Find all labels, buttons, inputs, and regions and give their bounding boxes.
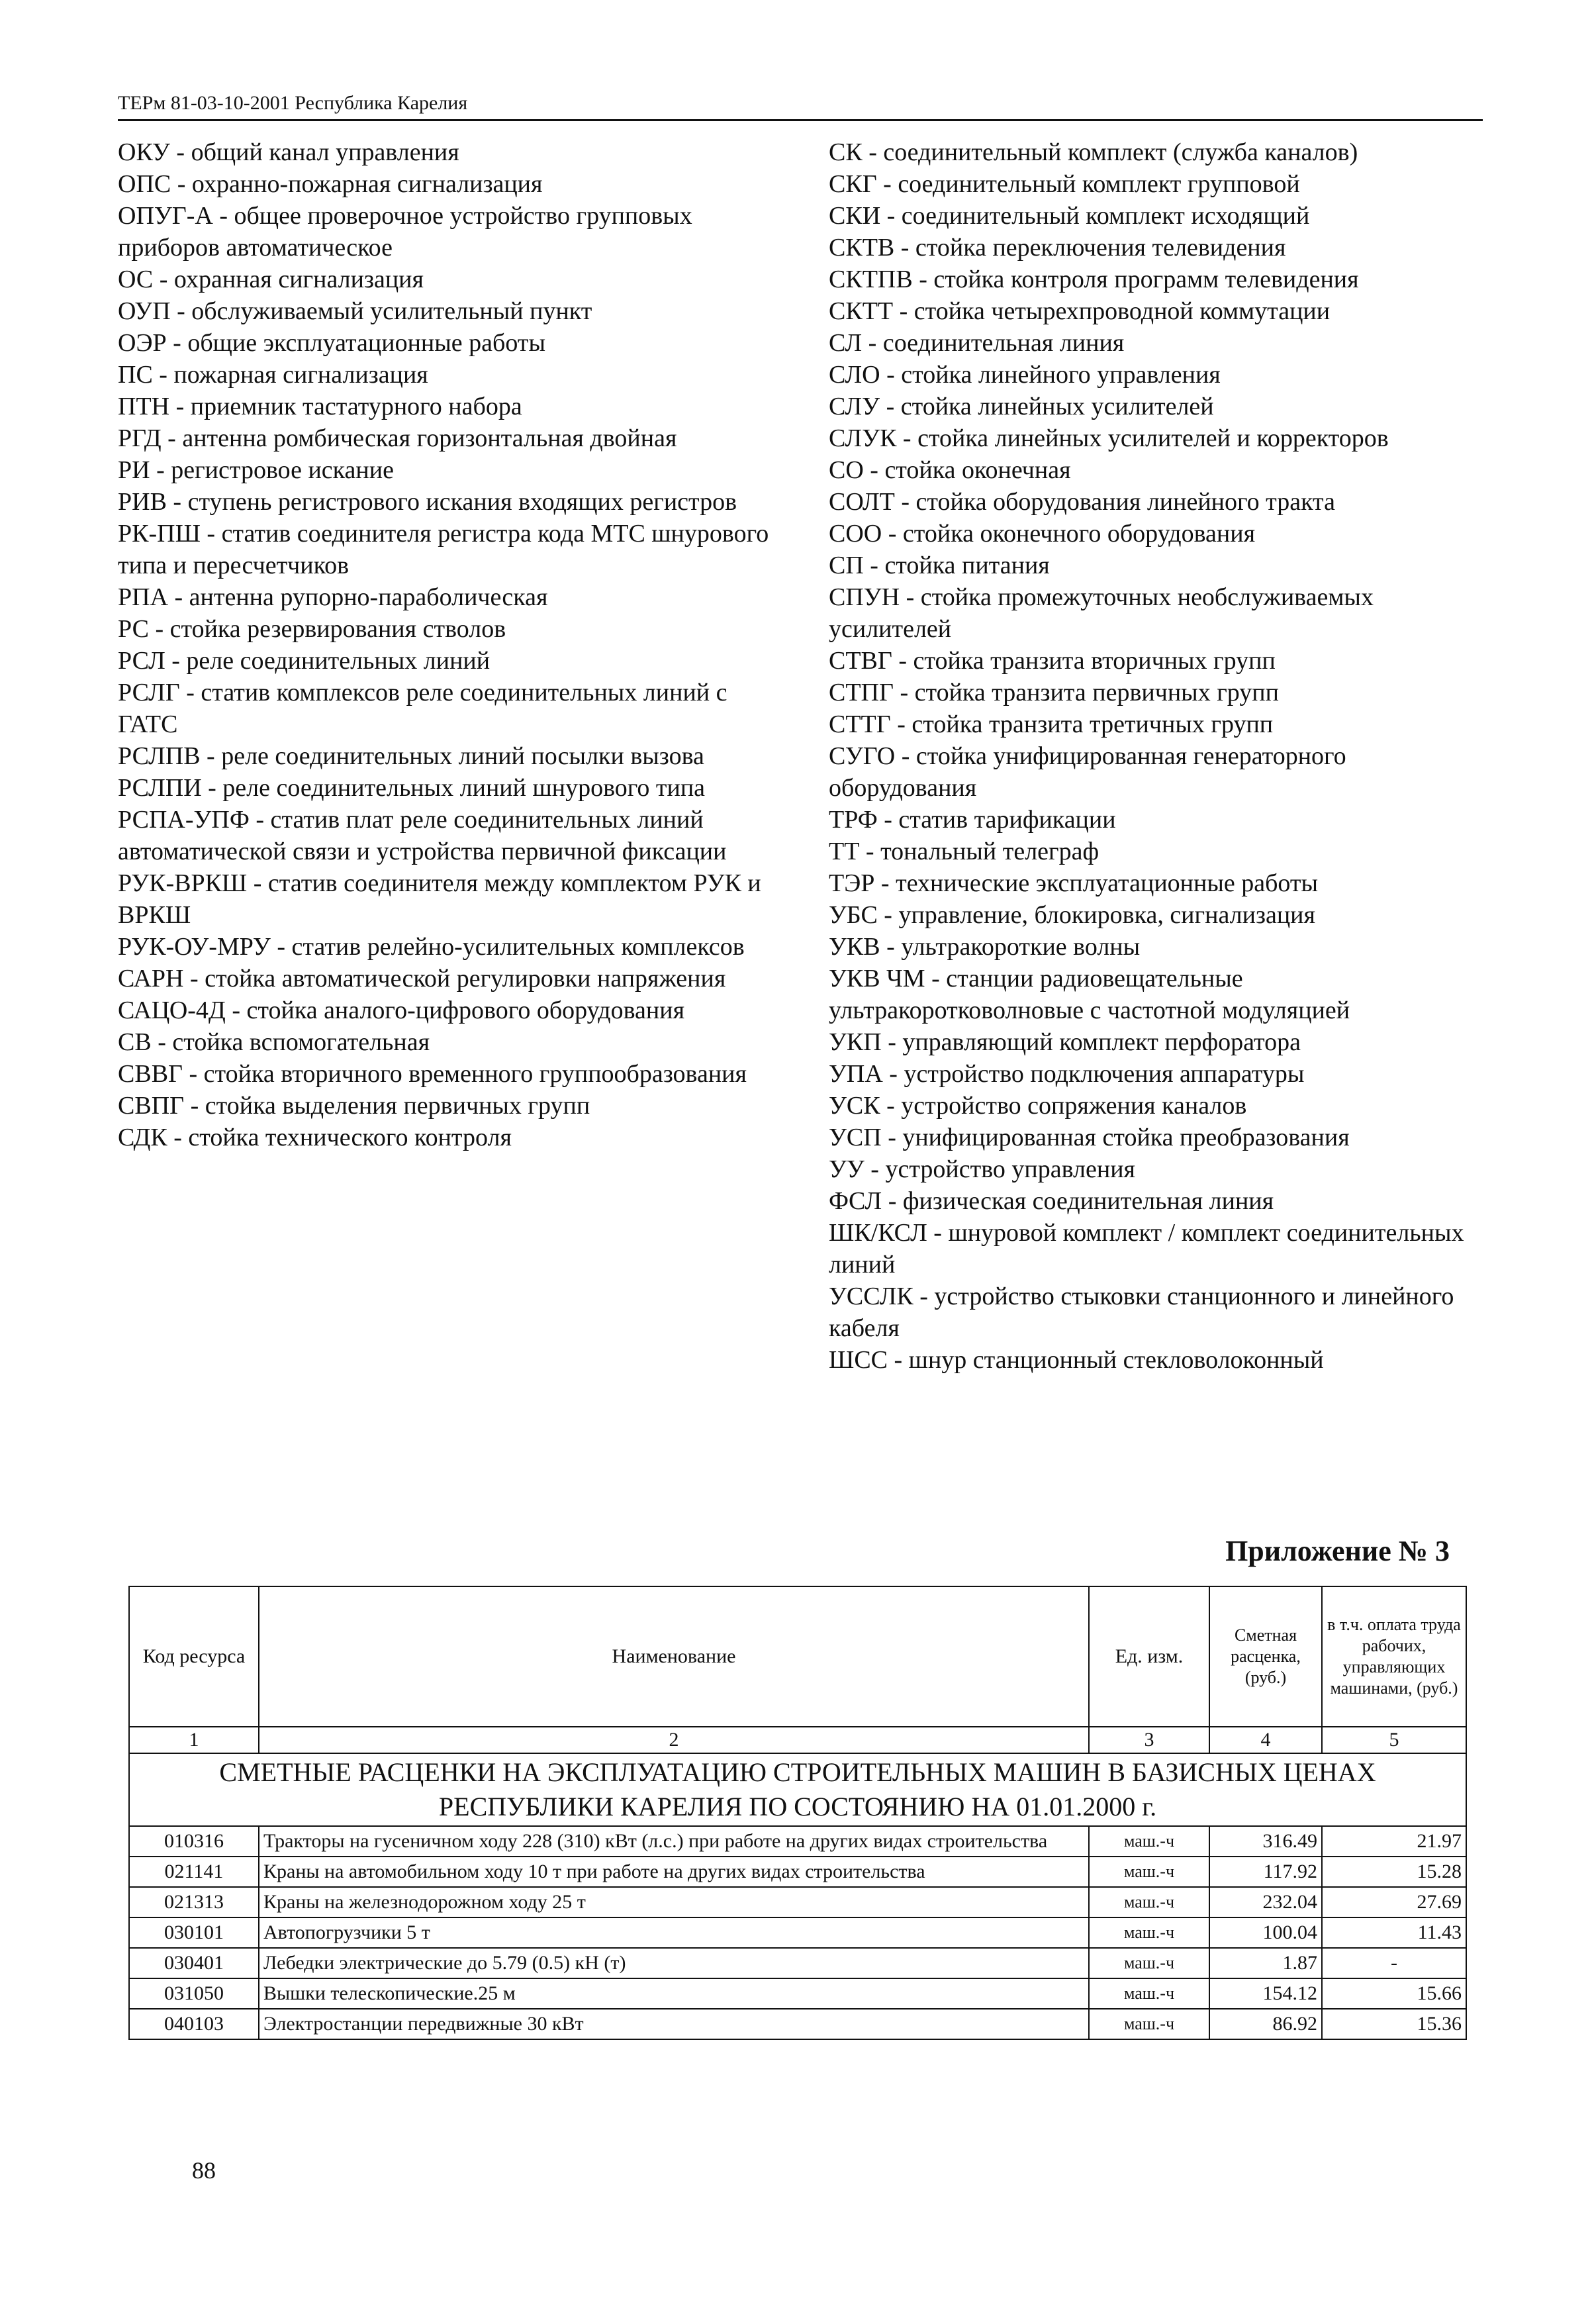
resource-rate: 232.04: [1209, 1887, 1322, 1917]
abbreviation-entry: САЦО-4Д - стойка аналого-цифрового оборудования: [118, 996, 685, 1024]
resource-code: 010316: [129, 1826, 259, 1857]
abbreviation-entry: СКТТ - стойка четырехпроводной коммутации: [829, 297, 1331, 325]
abbreviation-entry: СО - стойка оконечная: [829, 456, 1071, 484]
resource-labor: 15.28: [1322, 1857, 1466, 1887]
abbreviation-entry: СОЛТ - стойка оборудования линейного тракта: [829, 488, 1335, 516]
abbreviation-entry: РИВ - ступень регистрового искания входящих регистров: [118, 488, 737, 516]
abbreviation-entry: УССЛК - устройство стыковки станционного и линейного кабеля: [829, 1283, 1454, 1342]
table-row: [129, 1917, 1466, 1948]
resource-unit: маш.-ч: [1089, 1857, 1209, 1887]
abbreviation-entry: СКТВ - стойка переключения телевидения: [829, 234, 1286, 262]
resource-name: Краны на железнодорожном ходу 25 т: [259, 1887, 1089, 1917]
abbreviation-entry: САРН - стойка автоматической регулировки напряжения: [118, 965, 726, 993]
abbreviation-entry: ФСЛ - физическая соединительная линия: [829, 1187, 1274, 1215]
abbreviation-entry: ТРФ - статив тарификации: [829, 806, 1116, 834]
abbreviation-entry: СКИ - соединительный комплект исходящий: [829, 202, 1310, 230]
resource-code: 030101: [129, 1917, 259, 1948]
column-number: 3: [1089, 1727, 1209, 1753]
resource-name: Краны на автомобильном ходу 10 т при работе на других видах строительства: [259, 1857, 1089, 1887]
resource-name: Автопогрузчики 5 т: [259, 1917, 1089, 1948]
table-row: [129, 2009, 1466, 2039]
resource-name: Вышки телескопические.25 м: [259, 1978, 1089, 2009]
abbreviation-entry: РПА - антенна рупорно-параболическая: [118, 583, 548, 611]
resource-labor: 15.36: [1322, 2009, 1466, 2039]
resource-rate: 117.92: [1209, 1857, 1322, 1887]
resource-code: 030401: [129, 1948, 259, 1978]
abbreviation-entry: СТТГ - стойка транзита третичных групп: [829, 710, 1274, 738]
abbreviation-entry: СЛУК - стойка линейных усилителей и корректоров: [829, 424, 1389, 452]
column-header-rate: Сметная расценка, (руб.): [1209, 1586, 1322, 1727]
resource-code: 031050: [129, 1978, 259, 2009]
abbreviation-entry: СВВГ - стойка вторичного временного группообразования: [118, 1060, 747, 1088]
table-row: [129, 1826, 1466, 1857]
resource-name: Электростанции передвижные 30 кВт: [259, 2009, 1089, 2039]
appendix-label: Приложение № 3: [1225, 1535, 1450, 1567]
column-header-code: Код ресурса: [129, 1586, 259, 1727]
abbreviation-entry: РИ - регистровое искание: [118, 456, 394, 484]
abbreviation-entry: ОУП - обслуживаемый усилительный пункт: [118, 297, 592, 325]
resource-code: 021313: [129, 1887, 259, 1917]
abbreviation-entry: ОЭР - общие эксплуатационные работы: [118, 329, 545, 357]
abbreviation-entry: СЛ - соединительная линия: [829, 329, 1125, 357]
abbreviation-entry: ОПС - охранно-пожарная сигнализация: [118, 170, 543, 198]
abbreviation-entry: СТПГ - стойка транзита первичных групп: [829, 679, 1279, 706]
abbreviation-entry: РУК-ВРКШ - статив соединителя между комплектом РУК и ВРКШ: [118, 869, 761, 929]
abbreviations-left-column: [118, 136, 780, 1153]
abbreviation-entry: СЛО - стойка линейного управления: [829, 361, 1221, 389]
abbreviation-entry: СКГ - соединительный комплект групповой: [829, 170, 1300, 198]
table-row: [129, 1857, 1466, 1887]
table-row: [129, 1978, 1466, 2009]
abbreviation-entry: РСЛ - реле соединительных линий: [118, 647, 491, 675]
abbreviation-entry: СТВГ - стойка транзита вторичных групп: [829, 647, 1276, 675]
abbreviation-entry: ОС - охранная сигнализация: [118, 266, 424, 293]
resource-rate: 316.49: [1209, 1826, 1322, 1857]
abbreviation-entry: СВПГ - стойка выделения первичных групп: [118, 1092, 590, 1120]
abbreviation-entry: РСЛГ - статив комплексов реле соединительных линий с ГАТС: [118, 679, 727, 738]
abbreviation-entry: СЛУ - стойка линейных усилителей: [829, 393, 1214, 420]
running-header: ТЕРм 81-03-10-2001 Республика Карелия: [118, 90, 1483, 121]
abbreviation-entry: УКВ ЧМ - станции радиовещательные ультракоротковолновые с частотной модуляцией: [829, 965, 1350, 1024]
resource-rate: 1.87: [1209, 1948, 1322, 1978]
resource-unit: маш.-ч: [1089, 2009, 1209, 2039]
resource-rate: 154.12: [1209, 1978, 1322, 2009]
column-number: 5: [1322, 1727, 1466, 1753]
page-number: 88: [192, 2157, 216, 2184]
abbreviation-entry: УПА - устройство подключения аппаратуры: [829, 1060, 1305, 1088]
abbreviation-entry: ТЭР - технические эксплуатационные работы: [829, 869, 1319, 897]
resource-rate: 100.04: [1209, 1917, 1322, 1948]
table-row: [129, 1887, 1466, 1917]
resource-rate: 86.92: [1209, 2009, 1322, 2039]
table-header-row: [129, 1586, 1466, 1727]
abbreviation-entry: СП - стойка питания: [829, 552, 1050, 579]
abbreviation-entry: СВ - стойка вспомогательная: [118, 1028, 430, 1056]
table-row: [129, 1948, 1466, 1978]
abbreviation-entry: РСЛПВ - реле соединительных линий посылки вызова: [118, 742, 704, 770]
abbreviation-entry: РСЛПИ - реле соединительных линий шнурового типа: [118, 774, 706, 802]
section-title: СМЕТНЫЕ РАСЦЕНКИ НА ЭКСПЛУАТАЦИЮ СТРОИТЕЛЬНЫХ МАШИН В БАЗИСНЫХ ЦЕНАХ РЕСПУБЛИКИ КАРЕЛИЯ ПО СОСТОЯНИЮ НА 01.01.2000 г.: [129, 1753, 1466, 1826]
column-number: 2: [259, 1727, 1089, 1753]
abbreviation-entry: РК-ПШ - статив соединителя регистра кода МТС шнурового типа и пересчетчиков: [118, 520, 769, 579]
abbreviation-entry: УСП - унифицированная стойка преобразования: [829, 1124, 1350, 1151]
abbreviation-entry: УСК - устройство сопряжения каналов: [829, 1092, 1247, 1120]
abbreviation-entry: УУ - устройство управления: [829, 1155, 1136, 1183]
abbreviation-entry: ТТ - тональный телеграф: [829, 838, 1099, 865]
column-header-name: Наименование: [259, 1586, 1089, 1727]
resource-code: 040103: [129, 2009, 259, 2039]
abbreviation-entry: СПУН - стойка промежуточных необслуживаемых усилителей: [829, 583, 1374, 643]
resource-unit: маш.-ч: [1089, 1948, 1209, 1978]
abbreviations-right-column: [829, 136, 1491, 1376]
section-title-row: [129, 1753, 1466, 1826]
abbreviation-entry: ШК/КСЛ - шнуровой комплект / комплект соединительных линий: [829, 1219, 1464, 1279]
abbreviation-entry: СУГО - стойка унифицированная генераторного оборудования: [829, 742, 1346, 802]
abbreviation-entry: ПТН - приемник тастатурного набора: [118, 393, 522, 420]
rates-table: [128, 1586, 1467, 2040]
abbreviation-entry: УКП - управляющий комплект перфоратора: [829, 1028, 1301, 1056]
abbreviation-entry: ШСС - шнур станционный стекловолоконный: [829, 1346, 1324, 1374]
column-number-row: [129, 1727, 1466, 1753]
resource-unit: маш.-ч: [1089, 1917, 1209, 1948]
resource-labor: 15.66: [1322, 1978, 1466, 2009]
resource-name: Лебедки электрические до 5.79 (0.5) кН (т): [259, 1948, 1089, 1978]
resource-labor: 27.69: [1322, 1887, 1466, 1917]
abbreviation-entry: ПС - пожарная сигнализация: [118, 361, 428, 389]
column-header-unit: Ед. изм.: [1089, 1586, 1209, 1727]
abbreviation-entry: СК - соединительный комплект (служба каналов): [829, 138, 1358, 166]
abbreviation-entry: СКТПВ - стойка контроля программ телевидения: [829, 266, 1359, 293]
abbreviation-entry: СОО - стойка оконечного оборудования: [829, 520, 1256, 548]
column-number: 1: [129, 1727, 259, 1753]
abbreviation-entry: РС - стойка резервирования стволов: [118, 615, 506, 643]
column-header-labor: в т.ч. оплата труда рабочих, управляющих машинами, (руб.): [1322, 1586, 1466, 1727]
abbreviation-entry: УБС - управление, блокировка, сигнализация: [829, 901, 1315, 929]
column-number: 4: [1209, 1727, 1322, 1753]
resource-code: 021141: [129, 1857, 259, 1887]
resource-unit: маш.-ч: [1089, 1978, 1209, 2009]
abbreviation-entry: РСПА-УПФ - статив плат реле соединительных линий автоматической связи и устройства первичной фиксации: [118, 806, 727, 865]
abbreviation-entry: ОПУГ-А - общее проверочное устройство групповых приборов автоматическое: [118, 202, 692, 262]
abbreviation-entry: ОКУ - общий канал управления: [118, 138, 459, 166]
abbreviation-entry: РГД - антенна ромбическая горизонтальная двойная: [118, 424, 677, 452]
abbreviation-entry: УКВ - ультракороткие волны: [829, 933, 1141, 961]
resource-labor: 11.43: [1322, 1917, 1466, 1948]
abbreviation-entry: СДК - стойка технического контроля: [118, 1124, 512, 1151]
resource-unit: маш.-ч: [1089, 1826, 1209, 1857]
resource-labor: 21.97: [1322, 1826, 1466, 1857]
resource-unit: маш.-ч: [1089, 1887, 1209, 1917]
resource-labor: -: [1322, 1948, 1466, 1978]
resource-name: Тракторы на гусеничном ходу 228 (310) кВт (л.с.) при работе на других видах строительства: [259, 1826, 1089, 1857]
abbreviation-entry: РУК-ОУ-МРУ - статив релейно-усилительных комплексов: [118, 933, 745, 961]
